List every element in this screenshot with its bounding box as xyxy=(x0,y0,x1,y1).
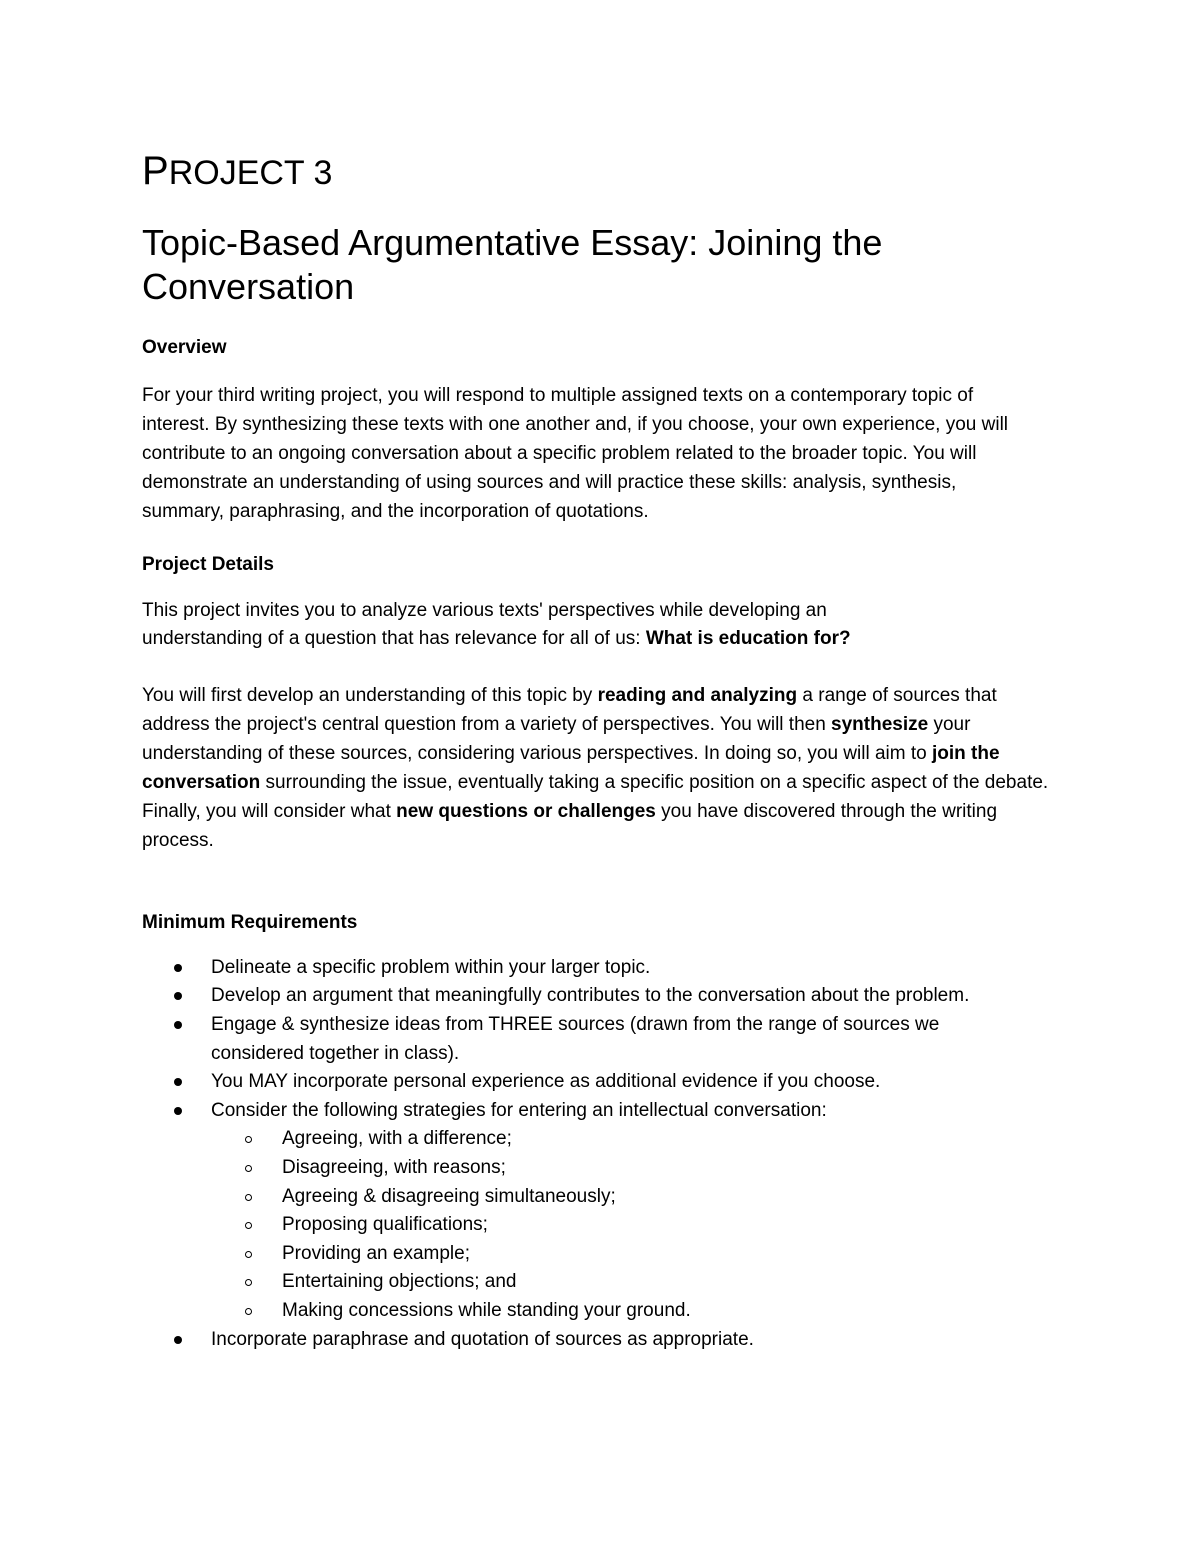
details-para2-bold-1: reading and analyzing xyxy=(597,685,798,707)
hollow-bullet-icon xyxy=(245,1165,252,1172)
minimum-requirements-heading: Minimum Requirements xyxy=(142,911,358,933)
bullet-icon xyxy=(174,992,182,1000)
list-item-text: You MAY incorporate personal experience as additional evidence if you choose. xyxy=(211,1071,881,1093)
bullet-icon xyxy=(174,1107,182,1115)
sub-list-item-text: Entertaining objections; and xyxy=(282,1271,517,1293)
essay-title: Topic-Based Argumentative Essay: Joining the Conversation xyxy=(142,222,883,307)
details-para2-text-2: a range of sources that address the project's central question from a variety of perspectives. You will then xyxy=(142,685,997,736)
hollow-bullet-icon xyxy=(245,1308,252,1315)
project-title xyxy=(142,143,1072,201)
project-title-rest: ROJECT 3 xyxy=(168,154,333,192)
sub-list-item-text: Making concessions while standing your ground. xyxy=(282,1299,691,1321)
details-para2-text-3: your understanding of these sources, considering various perspectives. In doing so, you will aim to xyxy=(142,714,971,765)
list-item-text: Incorporate paraphrase and quotation of sources as appropriate. xyxy=(211,1328,754,1350)
sub-list-item-text: Agreeing & disagreeing simultaneously; xyxy=(282,1185,616,1207)
sub-list-item xyxy=(142,1211,1011,1240)
hollow-bullet-icon xyxy=(245,1136,252,1143)
sub-list-item-text: Agreeing, with a difference; xyxy=(282,1128,512,1150)
project-details-paragraph-1 xyxy=(142,597,942,655)
overview-heading: Overview xyxy=(142,337,227,358)
list-item-text: Develop an argument that meaningfully contributes to the conversation about the problem. xyxy=(211,985,970,1007)
project-title-initial: P xyxy=(142,149,169,193)
list-item xyxy=(142,954,1011,983)
hollow-bullet-icon xyxy=(245,1194,252,1201)
hollow-bullet-icon xyxy=(245,1279,252,1286)
requirements-list xyxy=(142,954,1072,1354)
sub-list-item xyxy=(142,1297,1011,1326)
details-para2-bold-4: new questions or challenges xyxy=(396,800,656,822)
sub-list-item xyxy=(142,1268,1011,1297)
overview-paragraph: For your third writing project, you will respond to multiple assigned texts on a contemporary topic of interest. By synthesizing these texts with one another and, if you choose, your own experience, you will contribute to an ongoing conversation about a specific problem related to the broader topic. You will demonstrate an understanding of using sources and will practice these skills: analysis, synthesis, summary, paraphrasing, and the incorporation of quotations. xyxy=(142,385,1009,522)
sub-list-item xyxy=(142,1125,1011,1154)
sub-list-item xyxy=(142,1183,1011,1212)
bullet-icon xyxy=(174,964,182,972)
hollow-bullet-icon xyxy=(245,1251,252,1258)
list-item-text: Consider the following strategies for entering an intellectual conversation: xyxy=(211,1099,827,1121)
details-para2-text-4: surrounding the issue, eventually taking a specific position on a specific aspect of the debate. Finally, you will consider what xyxy=(142,772,1049,822)
list-item-text: Delineate a specific problem within your larger topic. xyxy=(211,956,651,978)
hollow-bullet-icon xyxy=(245,1222,252,1229)
details-para1-text: This project invites you to analyze various texts' perspectives while developing an understanding of a question that has relevance for all of us: xyxy=(142,599,827,650)
details-para2-text-1: You will first develop an understanding of this topic by xyxy=(142,685,598,707)
sub-list-item-text: Proposing qualifications; xyxy=(282,1214,488,1236)
bullet-icon xyxy=(174,1078,182,1086)
bullet-icon xyxy=(174,1336,182,1344)
list-item xyxy=(142,1068,1011,1097)
list-item xyxy=(142,982,1011,1011)
details-para2-text-5: you have discovered through the writing process. xyxy=(142,800,998,851)
list-item xyxy=(142,1326,1011,1355)
sub-list-item xyxy=(142,1240,1011,1269)
sub-list-item-text: Disagreeing, with reasons; xyxy=(282,1156,506,1178)
sub-list-item-text: Providing an example; xyxy=(282,1242,470,1264)
sub-list-item xyxy=(142,1154,1011,1183)
document-page xyxy=(142,143,1072,1354)
details-para2-bold-3: join the conversation xyxy=(142,743,1000,794)
central-question: What is education for? xyxy=(645,628,851,650)
list-item xyxy=(142,1011,1011,1068)
project-details-heading: Project Details xyxy=(142,553,274,575)
list-item xyxy=(142,1097,1011,1326)
strategies-list xyxy=(211,1125,1011,1325)
bullet-icon xyxy=(174,1021,182,1029)
project-details-paragraph-2 xyxy=(142,682,1062,855)
list-item-text: Engage & synthesize ideas from THREE sources (drawn from the range of sources we considered together in class). xyxy=(211,1013,940,1064)
details-para2-bold-2: synthesize xyxy=(831,714,929,736)
